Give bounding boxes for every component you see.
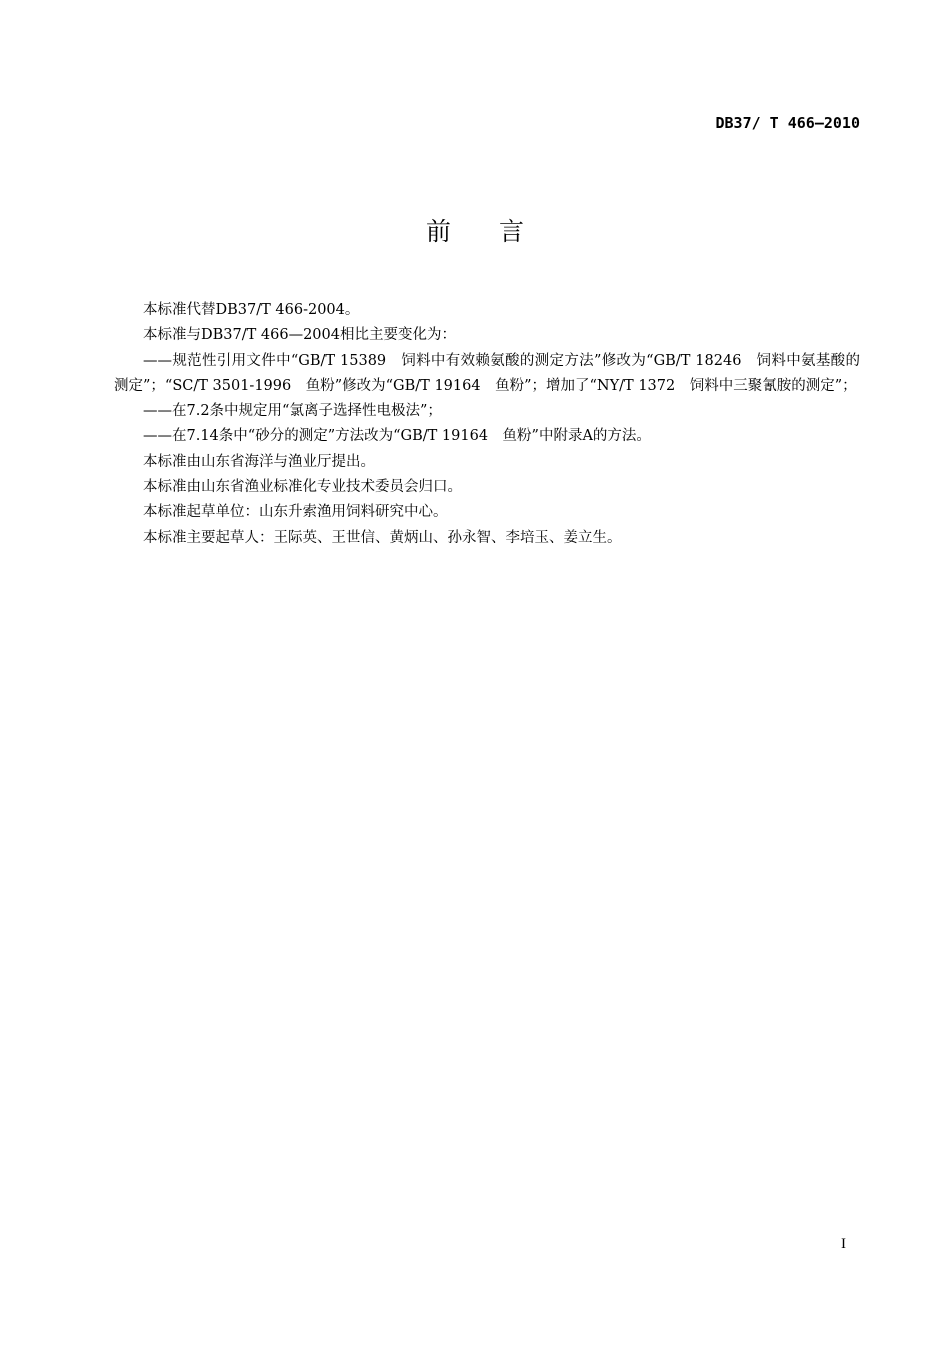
paragraph-replaces: 本标准代替DB37/T 466-2004。	[143, 302, 360, 318]
paragraph-proposed-by: 本标准由山东省海洋与渔业厅提出。	[143, 453, 375, 470]
paragraph-change-7-2: ——在7.2条中规定用“氯离子选择性电极法”；	[143, 403, 442, 420]
foreword-body	[114, 298, 860, 551]
paragraph-change-references: ——规范性引用文件中“GB/T 15389 饲料中有效赖氨酸的测定方法”修改为“GB/T 18246 饲料中氨基酸的测定”；“SC/T 3501-1996 鱼粉”修改为“GB/T 19164 鱼粉”；增加了“NY/T 1372 饲料中三聚氰胺的测定”；	[114, 352, 860, 394]
title-char-2: 言	[499, 217, 525, 246]
paragraph-drafting-unit: 本标准起草单位：山东升索渔用饲料研究中心。	[143, 504, 448, 521]
paragraph-change-7-14: ——在7.14条中“砂分的测定”方法改为“GB/T 19164 鱼粉”中附录A的方法。	[143, 428, 651, 445]
paragraph-changes-intro: 本标准与DB37/T 466—2004相比主要变化为：	[143, 327, 456, 344]
document-code: DB37/ T 466—2010	[715, 114, 860, 132]
paragraph-drafters: 本标准主要起草人：王际英、王世信、黄炳山、孙永智、李培玉、姜立生。	[143, 529, 622, 546]
title-char-1: 前	[425, 217, 451, 246]
paragraph-centralized-by: 本标准由山东省渔业标准化专业技术委员会归口。	[143, 479, 462, 496]
page-title	[0, 212, 950, 248]
page-number: I	[841, 1236, 846, 1252]
